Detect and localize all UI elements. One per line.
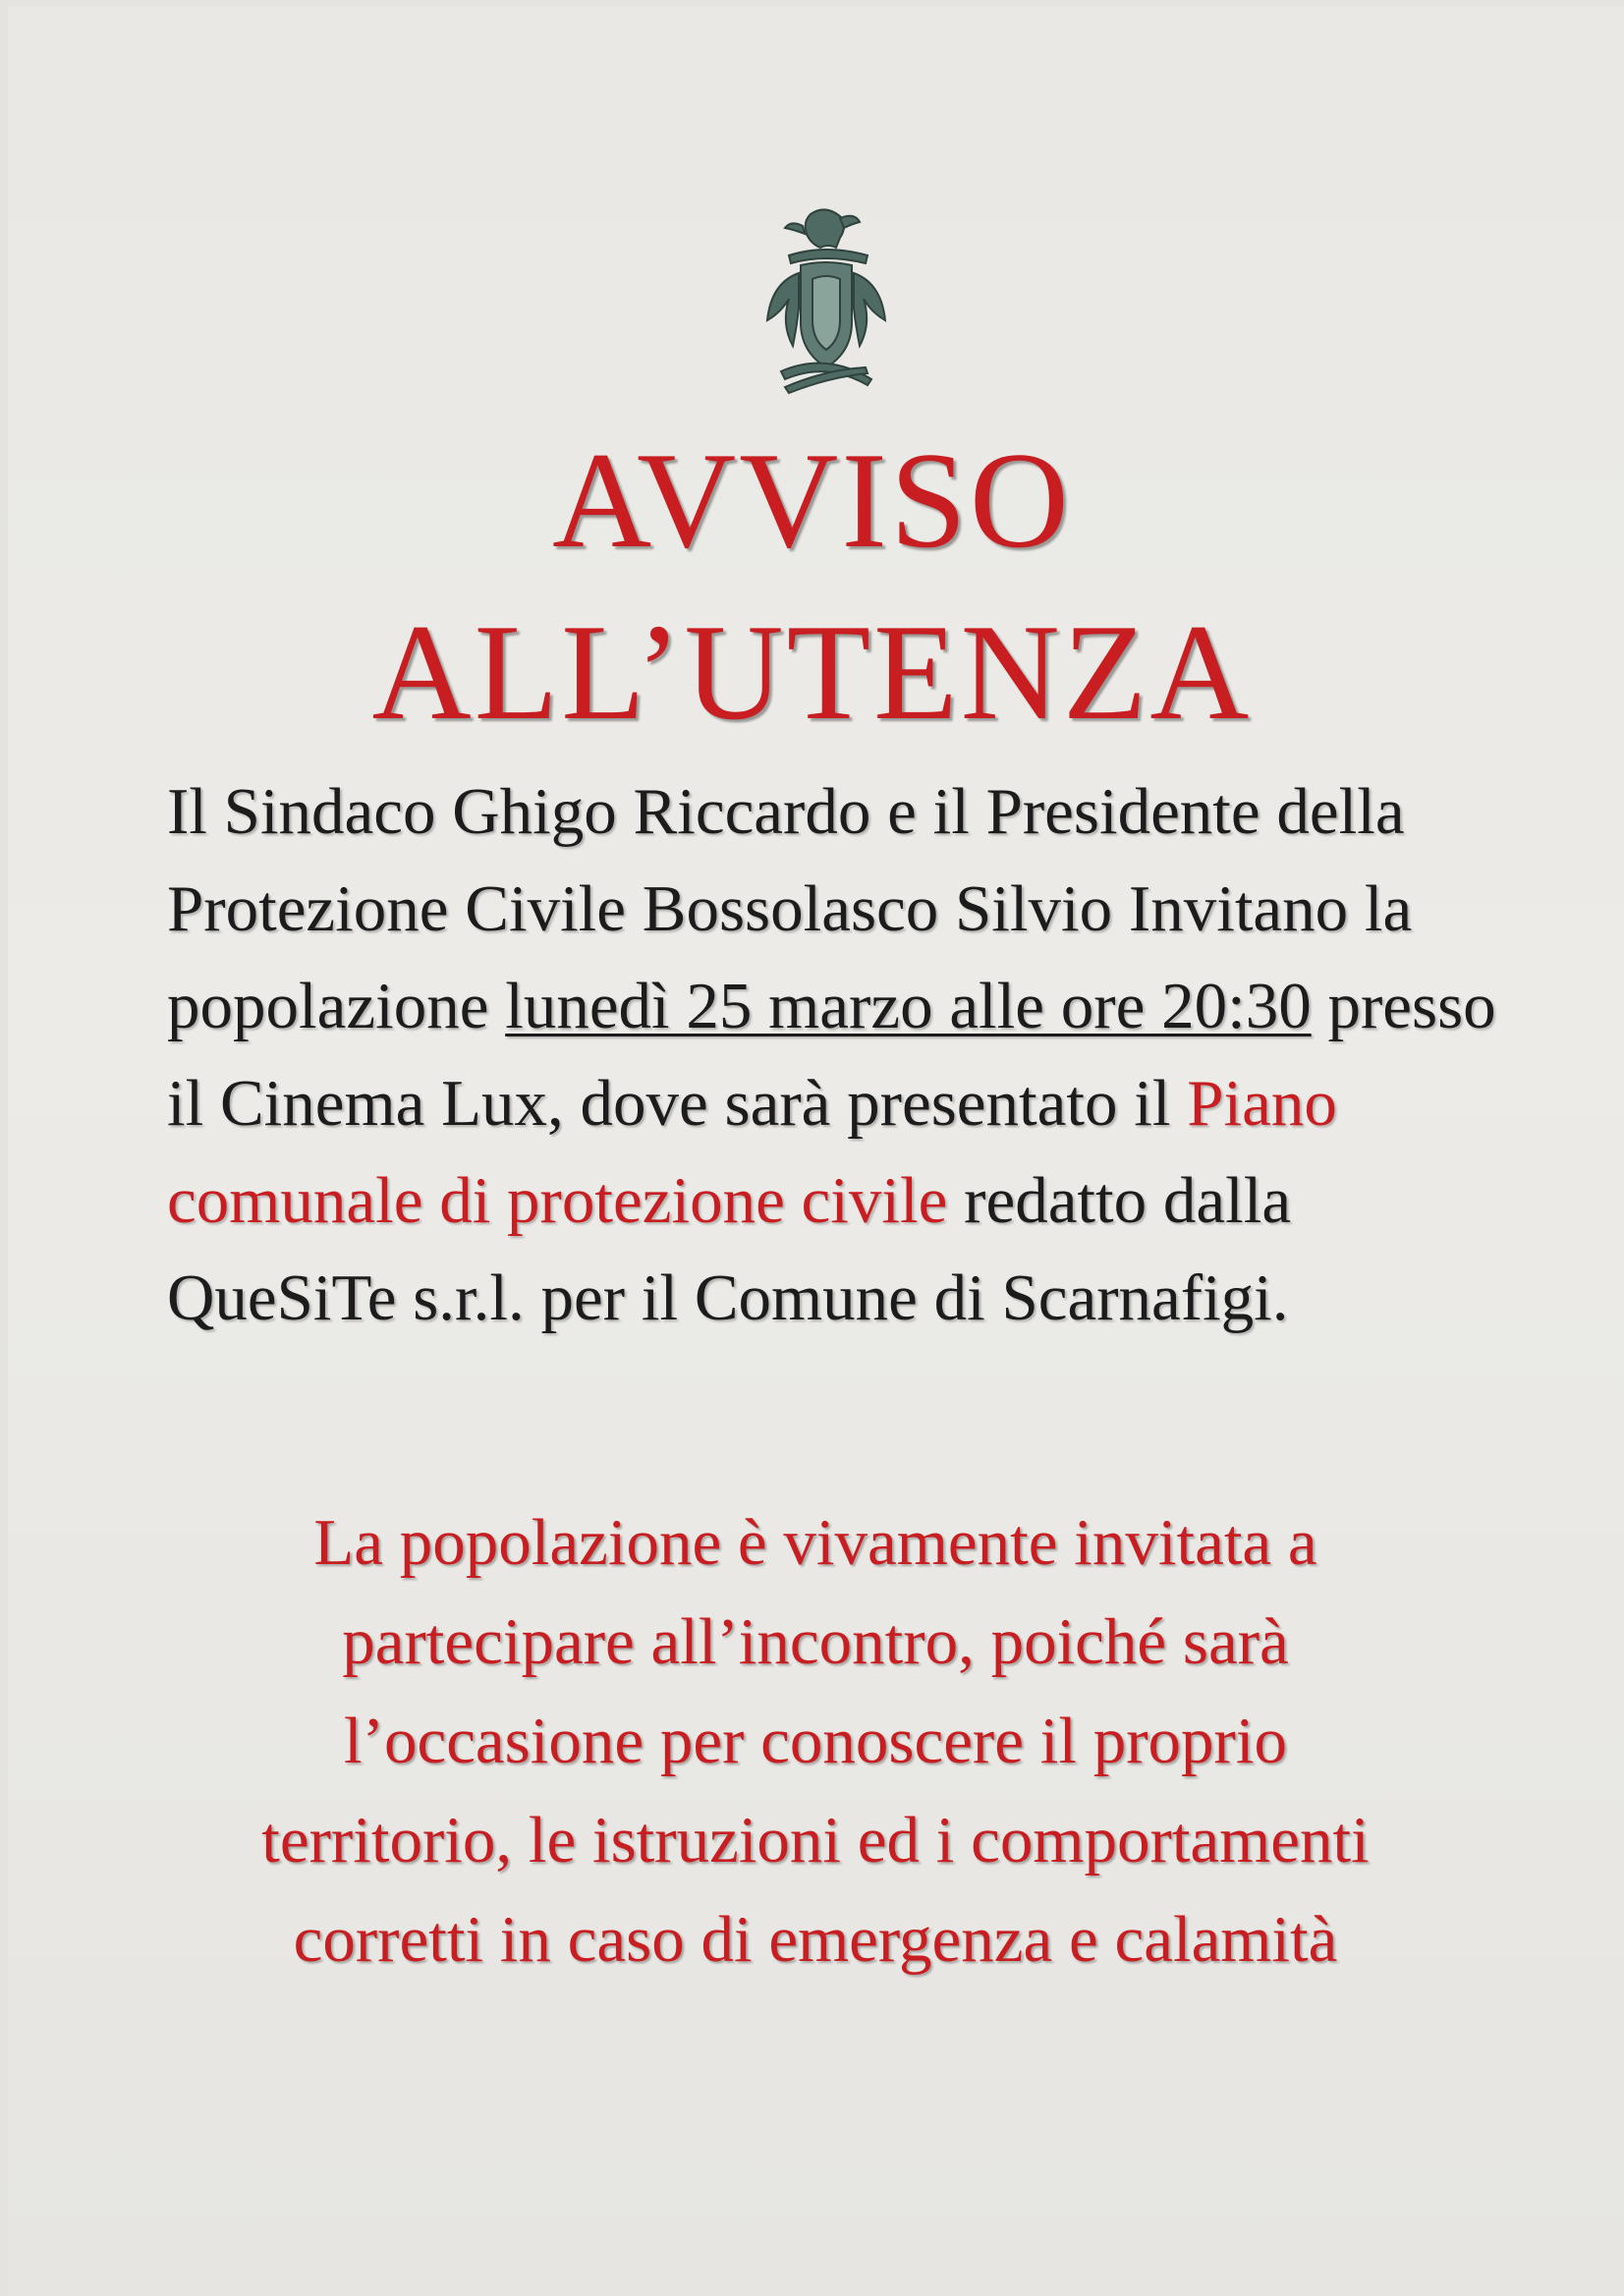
meeting-date-time: lunedì 25 marzo alle ore 20:30: [505, 970, 1312, 1042]
appeal-line: l’occasione per conoscere il proprio: [344, 1705, 1287, 1777]
appeal-line: partecipare all’incontro, poiché sarà: [342, 1605, 1289, 1678]
appeal-line: La popolazione è vivamente invitata a: [313, 1506, 1317, 1579]
coat-of-arms-icon: [742, 204, 909, 401]
appeal-line: corretti in caso di emergenza e calamità: [293, 1903, 1338, 1976]
body-text-part3: redatto dalla QueSiTe s.r.l. per il Comune di Scarnafigi.: [167, 1164, 1292, 1334]
appeal-paragraph: [147, 1493, 1484, 1989]
notice-title-line1: AVVISO: [552, 424, 1072, 577]
notice-title-line2: ALL’UTENZA: [371, 596, 1253, 749]
plan-name-highlight: Piano comunale di protezione civile: [167, 1067, 1337, 1237]
notice-body: [167, 763, 1503, 1347]
body-text-part1: Il Sindaco Ghigo Riccardo e il Presidente della Protezione Civile Bossolasco Silvio Invitano la popolazione: [167, 775, 1413, 1042]
appeal-line: territorio, le istruzioni ed i comportamenti: [261, 1804, 1370, 1876]
body-text-part2: presso il Cinema Lux, dove sarà presentato il: [167, 970, 1496, 1140]
